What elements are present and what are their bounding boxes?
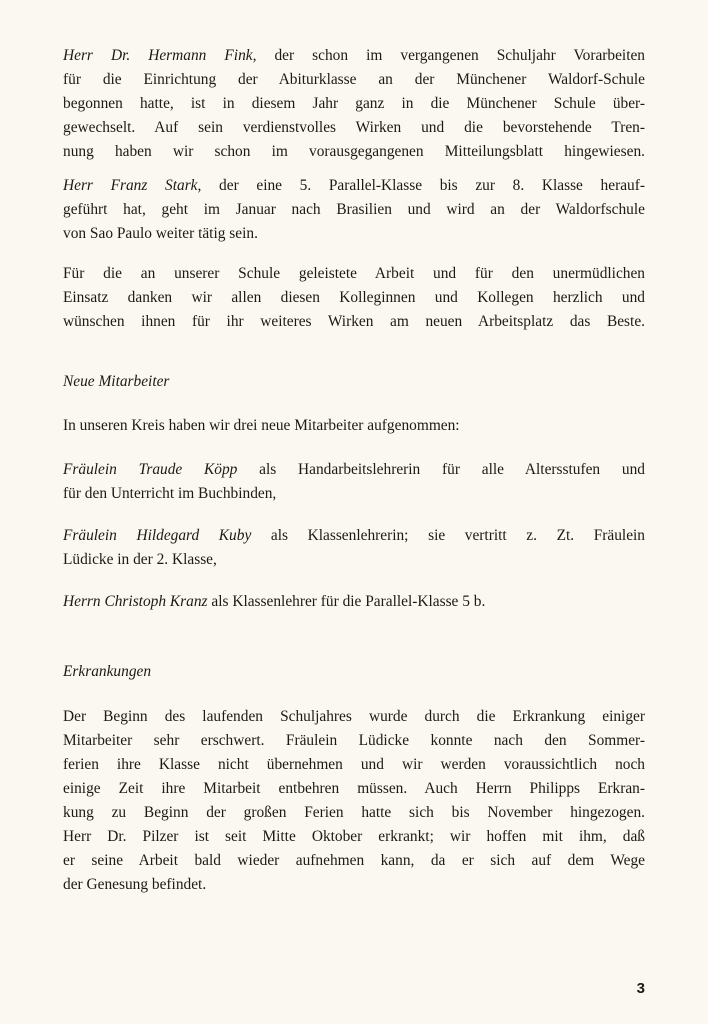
text-line <box>63 590 645 614</box>
text-line: er seine Arbeit bald wieder aufnehmen kann, da er sich auf dem Wege <box>63 852 645 869</box>
paragraph-erkrankungen <box>63 705 645 897</box>
person-name: Herr Dr. Hermann Fink, <box>63 47 257 64</box>
paragraph-fink <box>63 44 645 164</box>
text-line: Lüdicke in der 2. Klasse, <box>63 551 217 568</box>
text-fragment: der schon im vergangenen Schuljahr Vorarbeiten <box>256 47 645 64</box>
text-fragment: als Klassenlehrerin; sie vertritt z. Zt. Fräulein <box>251 527 645 544</box>
text-line: nung haben wir schon im vorausgegangenen Mitteilungsblatt hingewiesen. <box>63 143 645 160</box>
section-heading-neue-mitarbeiter: Neue Mitarbeiter <box>63 373 170 390</box>
person-name: Fräulein Traude Köpp <box>63 461 238 478</box>
text-line: geführt hat, geht im Januar nach Brasilien und wird an der Waldorfschule <box>63 201 645 218</box>
text-fragment: als Handarbeitslehrerin für alle Altersstufen und <box>237 461 645 478</box>
text-line <box>63 44 645 68</box>
person-name: Fräulein Hildegard Kuby <box>63 527 252 544</box>
text-line: begonnen hatte, ist in diesem Jahr ganz in die Münchener Schule über- <box>63 95 645 112</box>
text-line: für den Unterricht im Buchbinden, <box>63 485 277 502</box>
text-line <box>63 458 645 482</box>
text-line: wünschen ihnen für ihr weiteres Wirken am neuen Arbeitsplatz das Beste. <box>63 313 645 330</box>
paragraph-kuby <box>63 524 645 572</box>
person-name: Herrn Christoph Kranz <box>63 593 208 610</box>
text-line: kung zu Beginn der großen Ferien hatte sich bis November hingezogen. <box>63 804 645 821</box>
paragraph-stark <box>63 174 645 246</box>
paragraph-kranz <box>63 590 645 614</box>
text-fragment: der eine 5. Parallel-Klasse bis zur 8. Klasse herauf- <box>201 177 645 194</box>
text-line: einige Zeit ihre Mitarbeit entbehren müssen. Auch Herrn Philipps Erkran- <box>63 780 645 797</box>
text-line: Einsatz danken wir allen diesen Kolleginnen und Kollegen herzlich und <box>63 289 645 306</box>
text-line: für die Einrichtung der Abiturklasse an der Münchener Waldorf-Schule <box>63 71 645 88</box>
paragraph-neue-intro <box>63 414 645 438</box>
text-line: Mitarbeiter sehr erschwert. Fräulein Lüdicke konnte nach den Sommer- <box>63 732 645 749</box>
text-line: gewechselt. Auf sein verdienstvolles Wirken und die bevorstehende Tren- <box>63 119 645 136</box>
text-line: In unseren Kreis haben wir drei neue Mitarbeiter aufgenommen: <box>63 417 460 434</box>
text-line: von Sao Paulo weiter tätig sein. <box>63 225 258 242</box>
paragraph-koepp <box>63 458 645 506</box>
page-number: 3 <box>636 980 645 997</box>
text-fragment: als Klassenlehrer für die Parallel-Klasse 5 b. <box>207 593 486 610</box>
paragraph-thanks <box>63 262 645 334</box>
person-name: Herr Franz Stark, <box>63 177 202 194</box>
text-line: der Genesung befindet. <box>63 876 207 893</box>
text-line: Für die an unserer Schule geleistete Arbeit und für den unermüdlichen <box>63 265 645 282</box>
section-heading-erkrankungen: Erkrankungen <box>63 663 152 680</box>
text-line: Herr Dr. Pilzer ist seit Mitte Oktober erkrankt; wir hoffen mit ihm, daß <box>63 828 645 845</box>
text-line <box>63 524 645 548</box>
text-line <box>63 174 645 198</box>
text-line: Der Beginn des laufenden Schuljahres wurde durch die Erkrankung einiger <box>63 708 645 725</box>
text-line: ferien ihre Klasse nicht übernehmen und wir werden voraussichtlich noch <box>63 756 645 773</box>
